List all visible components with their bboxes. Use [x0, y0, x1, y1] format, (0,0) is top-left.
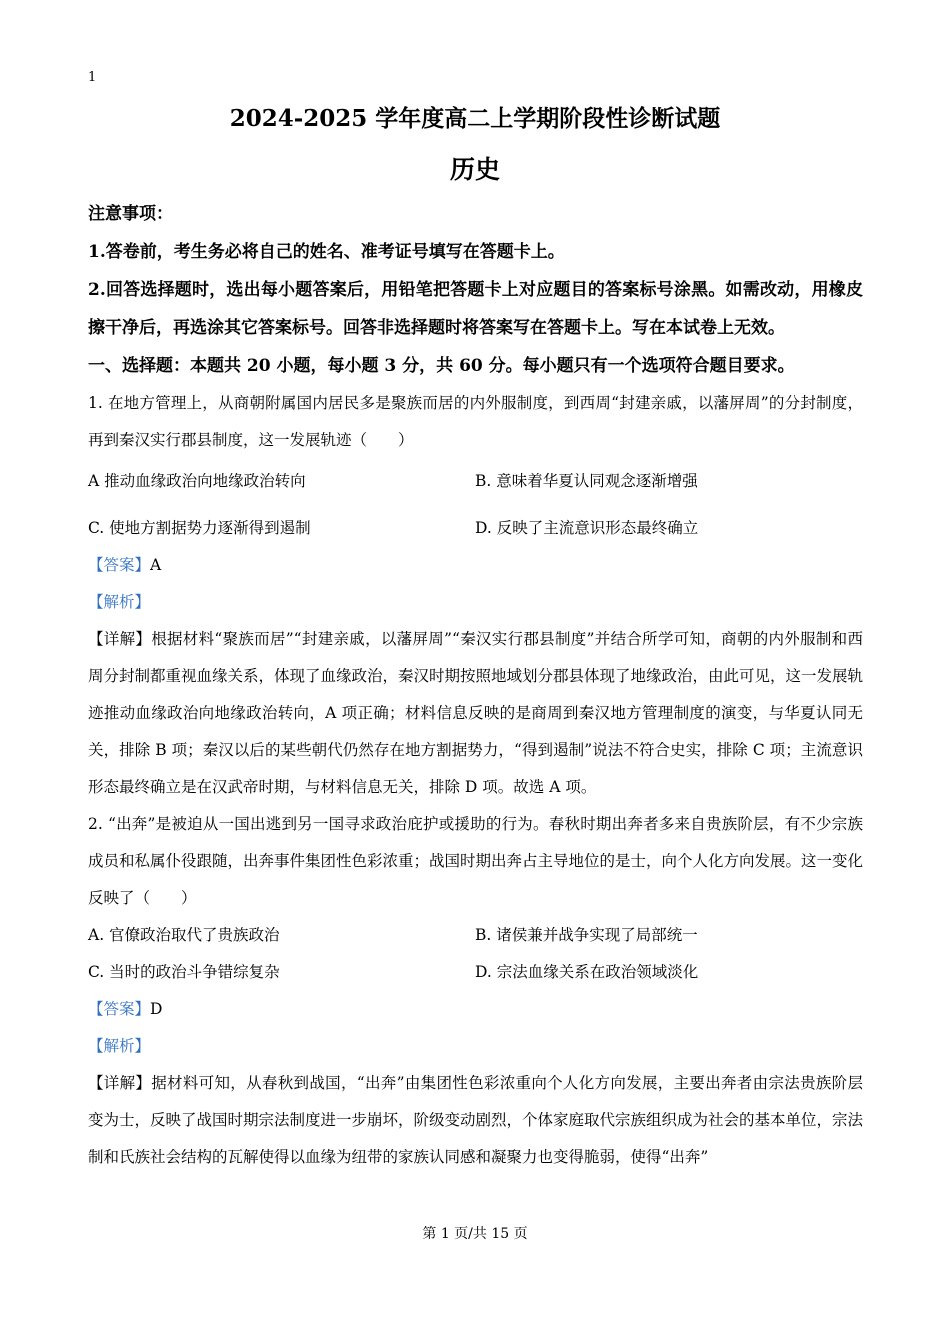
question-2-stem: 2. “出奔”是被迫从一国出逃到另一国寻求政治庇护或援助的行为。春秋时期出奔者多来自贵族阶层，有不少宗族成员和私属仆役跟随，出奔事件集团性色彩浓重；战国时期出奔占主导地位的是士，向个人化方向发展。这一变化反映了（ ） — [88, 815, 864, 907]
exam-title: 2024-2025 学年度高二上学期阶段性诊断试题 — [229, 105, 721, 132]
answer-value: A — [150, 556, 162, 574]
exam-subject: 历史 — [449, 155, 500, 184]
question-1-analysis-tag: 【解析】 — [88, 593, 151, 611]
answer-tag: 【答案】 — [88, 1000, 151, 1018]
detail-tag: 【详解】 — [88, 630, 152, 648]
question-1-option-d: D. 反映了主流意识形态最终确立 — [475, 519, 699, 537]
question-1-stem: 1. 在地方管理上，从商朝附属国内居民多是聚族而居的内外服制度，到西周“封建亲戚，以藩屏周”的分封制度，再到秦汉实行郡县制度，这一发展轨迹（ ） — [88, 394, 863, 449]
question-2-options-row-1 — [88, 917, 863, 954]
question-1-answer — [88, 547, 863, 584]
question-2-analysis-tag: 【解析】 — [88, 1037, 151, 1055]
detail-text: 据材料可知，从春秋到战国，“出奔”由集团性色彩浓重向个人化方向发展，主要出奔者由宗法贵族阶层变为士，反映了战国时期宗法制度进一步崩坏，阶级变动剧烈，个体家庭取代宗族组织成为社会的基本单位，宗法制和氏族社会结构的瓦解使得以血缘为纽带的家族认同感和凝聚力也变得脆弱，使得“出奔” — [88, 1074, 864, 1166]
question-2-option-b: B. 诸侯兼并战争实现了局部统一 — [475, 926, 698, 944]
detail-tag: 【详解】 — [88, 1074, 152, 1092]
answer-value: D — [150, 1000, 163, 1018]
notice-item-2: 2.回答选择题时，选出每小题答案后，用铅笔把答题卡上对应题目的答案标号涂黑。如需改动，用橡皮擦干净后，再选涂其它答案标号。回答非选择题时将答案写在答题卡上。写在本试卷上无效。 — [88, 280, 863, 338]
question-1-options-row-2 — [88, 510, 863, 547]
question-1-detail — [88, 621, 863, 806]
question-1-options-row-1 — [88, 463, 863, 500]
question-2-detail — [88, 1065, 863, 1176]
question-2-option-a: A. 官僚政治取代了贵族政治 — [88, 926, 280, 944]
detail-text: 根据材料“聚族而居”“封建亲戚，以藩屏周”“秦汉实行郡县制度”并结合所学可知，商朝的内外服制和西周分封制都重视血缘关系，体现了血缘政治，秦汉时期按照地域划分郡县体现了地缘政治，由此可见，这一发展轨迹推动血缘政治向地缘政治转向，A 项正确；材料信息反映的是商周到秦汉地方管理制度的演变，与华夏认同无关，排除 B 项；秦汉以后的某些朝代仍然存在地方割据势力，“得到遏制”说法不符合史实，排除 C 项；主流意识形态最终确立是在汉武帝时期，与材料信息无关，排除 D 项。故选 A 项。 — [88, 630, 864, 796]
question-2-option-d: D. 宗法血缘关系在政治领域淡化 — [475, 963, 699, 981]
question-2-option-c: C. 当时的政治斗争错综复杂 — [88, 963, 280, 981]
question-2-answer — [88, 991, 863, 1028]
question-1-option-b: B. 意味着华夏认同观念逐渐增强 — [475, 472, 698, 490]
question-1-option-a: A 推动血缘政治向地缘政治转向 — [88, 472, 306, 490]
question-2-options-row-2 — [88, 954, 863, 991]
page-footer: 第 1 页/共 15 页 — [422, 1226, 528, 1242]
notice-item-1: 1.答卷前，考生务必将自己的姓名、准考证号填写在答题卡上。 — [88, 242, 565, 262]
section-heading: 一、选择题：本题共 20 小题，每小题 3 分，共 60 分。每小题只有一个选项符合题目要求。 — [88, 356, 795, 376]
question-1-option-c: C. 使地方割据势力逐渐得到遏制 — [88, 519, 311, 537]
notice-heading: 注意事项： — [88, 204, 173, 224]
exam-content — [88, 195, 863, 1176]
page-corner-mark: 1 — [88, 70, 97, 85]
answer-tag: 【答案】 — [88, 556, 151, 574]
